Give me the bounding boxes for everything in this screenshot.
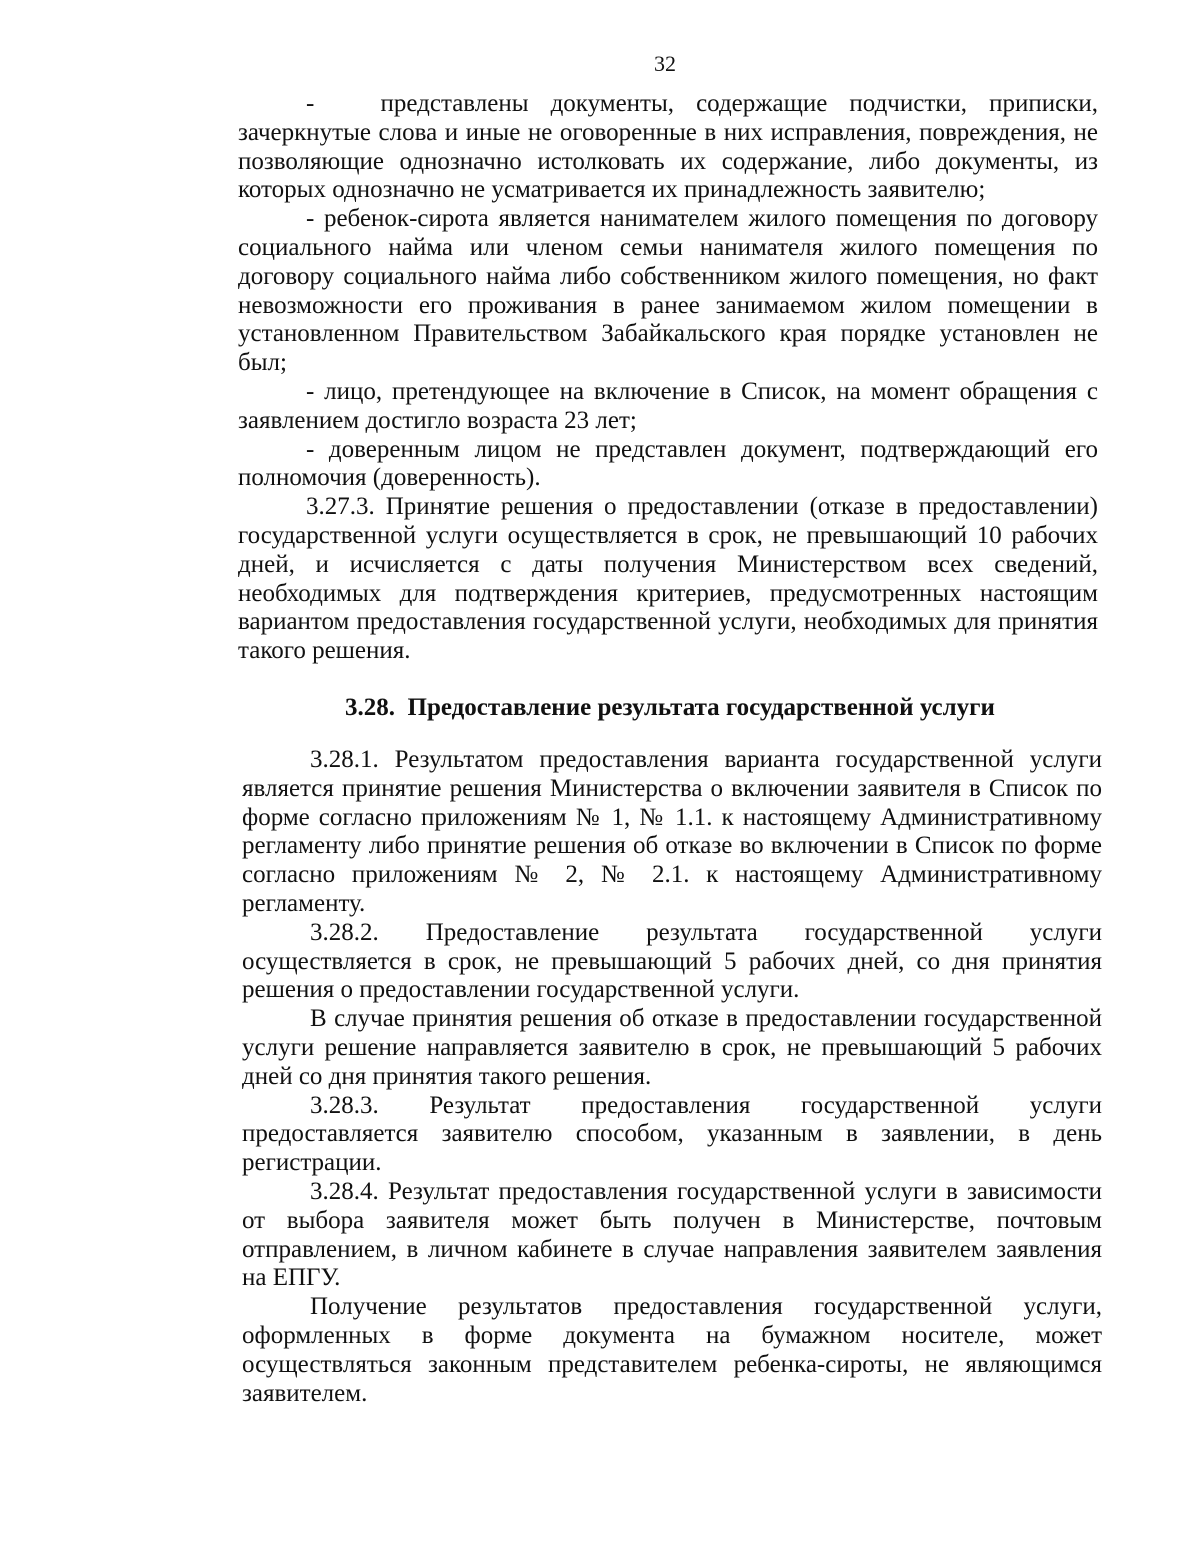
page-number: 32 — [654, 51, 676, 76]
paragraph: - доверенным лицом не представлен документ, подтверждающий его полномочия (доверенность). — [238, 435, 1098, 492]
paragraph: Получение результатов предоставления государственной услуги, оформленных в форме документа на бумажном носителе, может осуществляться законным представителем ребенка-сироты, не являющимся заявителем. — [242, 1293, 1102, 1407]
paragraph: - лицо, претендующее на включение в Список, на момент обращения с заявлением достигло возраста 23 лет; — [238, 377, 1098, 434]
text-block-lower — [242, 746, 1102, 1408]
paragraph: 3.28.1. Результатом предоставления варианта государственной услуги является принятие решения Министерства о включении заявителя в Список по форме согласно приложениям № 1, № 1.1. к настоящему Административному регламенту либо принятие решения об отказе во включении в Список по форме согласно приложениям № 2, № 2.1. к настоящему Административному регламенту. — [242, 746, 1102, 917]
text-block-upper — [238, 90, 1098, 666]
paragraph: - ребенок-сирота является нанимателем жилого помещения по договору социального найма или членом семьи нанимателя жилого помещения по договору социального найма либо собственником жилого помещения, но факт невозможности его проживания в ранее занимаемом жилом помещении в установленном Правительством Забайкальского края порядке установлен не был; — [238, 205, 1098, 377]
paragraph: 3.27.3. Принятие решения о предоставлении (отказе в предоставлении) государственной услуги осуществляется в срок, не превышающий 10 рабочих дней, и исчисляется с даты получения Министерством всех сведений, необходимых для подтверждения критериев, предусмотренных настоящим вариантом предоставления государственной услуги, необходимых для принятия такого решения. — [238, 493, 1098, 665]
paragraph: - представлены документы, содержащие подчистки, приписки, зачеркнутые слова и иные не оговоренные в них исправления, повреждения, не позволяющие однозначно истолковать их содержание, либо документы, из которых однозначно не усматривается их принадлежность заявителю; — [238, 90, 1098, 204]
paragraph: 3.28.3. Результат предоставления государственной услуги предоставляется заявителю способом, указанным в заявлении, в день регистрации. — [242, 1091, 1102, 1177]
paragraph: 3.28.2. Предоставление результата государственной услуги осуществляется в срок, не превышающий 5 рабочих дней, со дня принятия решения о предоставлении государственной услуги. — [242, 918, 1102, 1004]
paragraph: 3.28.4. Результат предоставления государственной услуги в зависимости от выбора заявителя может быть получен в Министерстве, почтовым отправлением, в личном кабинете в случае направления заявителем заявления на ЕПГУ. — [242, 1177, 1102, 1292]
paragraph: В случае принятия решения об отказе в предоставлении государственной услуги решение направляется заявителю в срок, не превышающий 5 рабочих дней со дня принятия такого решения. — [242, 1005, 1102, 1090]
section-heading: 3.28. Предоставление результата государственной услуги — [345, 694, 995, 721]
